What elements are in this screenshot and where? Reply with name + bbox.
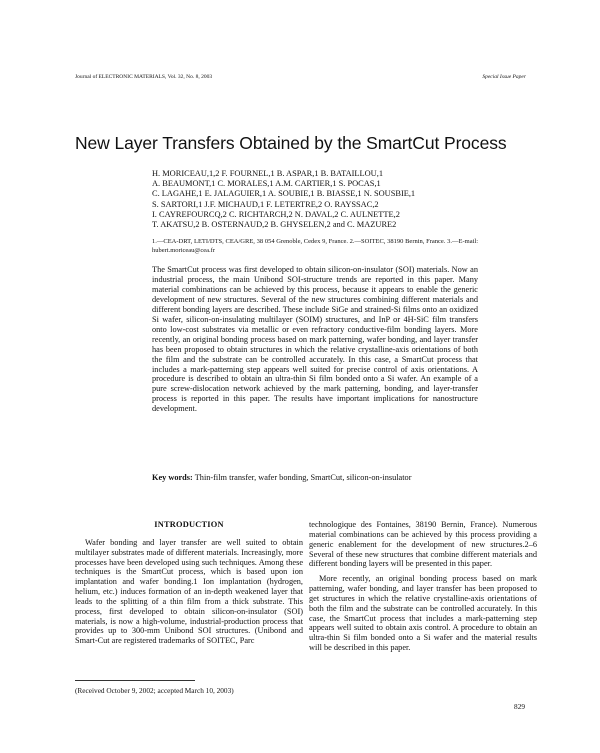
keywords-text: Thin-film transfer, wafer bonding, SmartCut, silicon-on-insulator [194,473,412,482]
author-line: S. SARTORI,1 J.F. MICHAUD,1 F. LETERTRE,2 O. RAYSSAC,2 [152,199,379,209]
received-date-footnote: (Received October 9, 2002; accepted March 10, 2003) [75,686,234,695]
author-line: T. AKATSU,2 B. OSTERNAUD,2 B. GHYSELEN,2 and C. MAZURE2 [152,220,397,230]
keywords-label: Key words: [152,473,193,482]
keywords [152,473,482,482]
author-line: A. BEAUMONT,1 C. MORALES,1 A.M. CARTIER,1 S. POCAS,1 [152,179,381,189]
intro-paragraph: technologique des Fontaines, 38190 Bernin, France). Numerous material combinations can be achieved by this process providing a generic enablement for the development of new structures.2–6 Several of these new structures that combine different materials and different bonding layers will be presented in this paper. [309,520,537,569]
author-line: I. CAYREFOURCQ,2 C. RICHTARCH,2 N. DAVAL,2 C. AULNETTE,2 [152,209,400,219]
affiliations: 1.—CEA-DRT, LETI/DTS, CEA/GRE, 38 054 Grenoble, Cedex 9, France. 2.—SOITEC, 38190 Bernin, France. 3.—E-mail: hubert.moriceau@cea.fr [152,238,478,255]
section-heading-introduction: INTRODUCTION [154,520,224,529]
intro-paragraph: Wafer bonding and layer transfer are well suited to obtain multilayer substrates made of different materials. Increasingly, more processes have been developed using such techniques. Among these techniques is the SmartCut process, which is based upon ion implantation and wafer bonding.1 Ion implantation (hydrogen, helium, etc.) induces formation of an in-depth weakened layer that leads to the splitting of a thin film from a thick substrate. This process, first developed to obtain silicon-on-insulator (SOI) materials, is now a high-volume, industrial-production process that provides up to 300-mm Unibond SOI structures. (Unibond and Smart-Cut are registered trademarks of SOITEC, Parc [75,537,303,646]
right-column [309,520,537,653]
author-line: H. MORICEAU,1,2 F. FOURNEL,1 B. ASPAR,1 B. BATAILLOU,1 [152,169,384,178]
journal-citation: Journal of ELECTRONIC MATERIALS, Vol. 32, No. 8, 2003 [75,74,213,80]
intro-paragraph: More recently, an original bonding process based on mark patterning, wafer bonding, and layer transfer has been proposed to get structures in which the relative crystalline-axis orientations of both the film and the substrate can be controlled accurately. In this case, the SmartCut process that includes a mark-patterning step appears well suited to obtain axis control. A procedure to obtain an ultra-thin Si film bonded onto a Si wafer and the material results will be described in this paper. [309,574,537,653]
abstract: The SmartCut process was first developed to obtain silicon-on-insulator (SOI) materials. Now an industrial process, the main Unibond SOI-structure trends are reported in this paper. Many material combinations can be achieved by this process, because it appears to enable the generic development of new structures. Several of the new structures combining different materials and different bonding layers are described. These include SiGe and strained-Si films onto an oxidized Si wafer, silicon-on-insulating multilayer (SOIM) structures, and InP or 4H-SiC film transfers onto low-cost substrates via metallic or even refractory conductive-film bonding layers. More recently, an original bonding process based on mark patterning, wafer bonding, and layer transfer has been proposed to obtain structures in which the relative crystalline-axis orientations of both the film and the substrate can be controlled accurately. In this case, a SmartCut process that includes a mark-patterning step appears well suited for precise control of axis orientations. A procedure is described to obtain an ultra-thin Si film bonded onto a Si wafer. An example of a pure screw-dislocation network achieved by the mark patterning, bonding, and layer-transfer process is reported in this paper. The results have important implications for nanostructure development. [152,265,478,414]
left-column [75,520,303,646]
author-line: C. LAGAHE,1 E. JALAGUIER,1 A. SOUBIE,1 B. BIASSE,1 N. SOUSBIE,1 [152,189,416,199]
page-number: 829 [514,702,525,711]
footnote-rule [75,680,195,681]
paper-title: New Layer Transfers Obtained by the SmartCut Process [75,133,507,153]
author-list [152,169,472,230]
issue-type-label: Special Issue Paper [482,74,526,80]
